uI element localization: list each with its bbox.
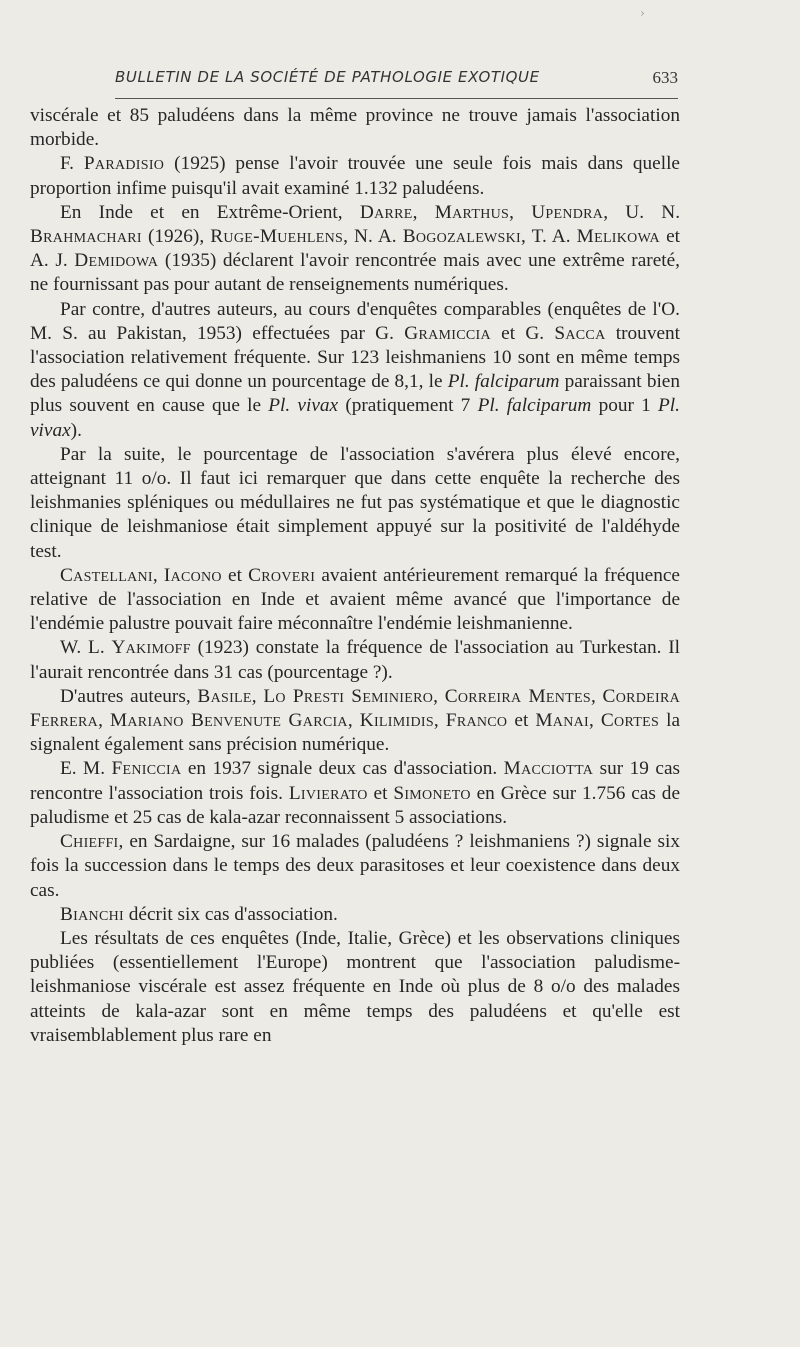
text-run: décrit six cas d'association. <box>123 903 338 925</box>
author-name: Bianchi <box>60 903 124 925</box>
author-name: Basile <box>197 685 252 707</box>
author-name: Yakimoff <box>111 637 191 659</box>
text-run: (1926), <box>141 226 211 248</box>
author-name: Franco <box>445 710 508 732</box>
paragraph-continuation <box>30 104 680 152</box>
author-name: Bogozalewski <box>402 226 522 248</box>
author-name: Mariano Benvenute Garcia <box>109 710 348 732</box>
author-name: Brahmachari <box>30 226 142 248</box>
text-run: (1925) pense l'avoir trouvée une seule fois mais dans quelle proportion infime puisqu'il avait examiné 1.132 paludéens. <box>30 153 680 199</box>
paragraph <box>30 152 680 200</box>
author-name: Upendra <box>531 201 604 223</box>
author-name: Demidowa <box>74 250 159 272</box>
author-name: Castellani <box>60 564 153 586</box>
paragraph-text: Les résultats de ces enquêtes (Inde, Italie, Grèce) et les observations cliniques publiées (essentiellement l'Europe) montrent que l'association paludisme-leishmaniose viscérale est assez fréquente en Inde où plus de 8 o/o des malades atteints de kala-azar sont en même temps des paludéens et qu'elle est vraisemblablement plus rare en <box>30 927 680 1046</box>
author-name: Croveri <box>248 564 316 586</box>
paper-speck: › <box>640 6 645 20</box>
paragraph <box>30 685 680 758</box>
text-run: , <box>433 685 445 707</box>
text-run: en Grèce sur 1.756 cas de paludisme et 25 cas de kala-azar reconnaissent 5 associations. <box>30 782 680 828</box>
text-run: et <box>367 782 394 804</box>
author-name: Correira Mentes <box>444 685 591 707</box>
text-run: sur 19 cas rencontre l'association trois fois. <box>30 758 681 804</box>
paragraph <box>30 201 680 298</box>
text-run: , <box>590 685 603 707</box>
paragraph <box>30 927 680 1048</box>
author-name: Marthus <box>434 201 510 223</box>
text-run: , T. A. <box>521 226 577 248</box>
paragraph-text: viscérale et 85 paludéens dans la même province ne trouve jamais l'association morbide. <box>30 105 680 151</box>
paragraph <box>30 636 680 684</box>
text-run: F. <box>60 153 84 175</box>
species-name: Pl. falciparum <box>477 395 592 417</box>
text-run: , <box>433 710 446 732</box>
author-name: Melikowa <box>576 226 660 248</box>
text-run: en 1937 signale deux cas d'association. <box>181 758 504 780</box>
text-run: et <box>221 564 249 586</box>
text-run: , N. A. <box>343 226 403 248</box>
text-run: , <box>589 710 601 732</box>
paragraph <box>30 443 680 564</box>
text-run: , <box>347 710 360 732</box>
text-run: , <box>509 201 532 223</box>
species-name: Pl. vivax <box>30 395 680 441</box>
author-name: Cortes <box>600 710 660 732</box>
text-run: Par contre, d'autres auteurs, au cours d'enquêtes comparables (enquêtes de l'O. M. S. au Pakistan, 1953) effectuées par G. <box>30 298 680 344</box>
author-name: Paradisio <box>83 153 165 175</box>
text-run: , <box>251 685 264 707</box>
text-run: D'autres auteurs, <box>60 685 198 707</box>
text-run: et A. J. <box>30 226 680 272</box>
header-rule <box>115 98 678 99</box>
text-run: trouvent l'association relativement fréquente. Sur 123 leishmaniens 10 sont en même temps des paludéens ce qui donne un pourcentage de 8,1, le <box>30 322 681 393</box>
text-run: ). <box>70 419 82 441</box>
author-name: Feniccia <box>111 758 182 780</box>
journal-title: BULLETIN DE LA SOCIÉTÉ DE PATHOLOGIE EXOTIQUE <box>115 68 540 86</box>
text-run: (pratiquement 7 <box>338 395 478 417</box>
text-run: W. L. <box>60 637 112 659</box>
text-run: paraissant bien plus souvent en cause que le <box>30 371 681 417</box>
paragraph <box>30 757 680 830</box>
text-run: et <box>507 710 536 732</box>
paragraph <box>30 298 680 443</box>
text-run: (1923) constate la fréquence de l'association au Turkestan. Il l'aurait rencontrée dans 31 cas (pourcentage ?). <box>30 637 680 683</box>
author-name: Ruge-Muehlens <box>210 226 344 248</box>
body-text <box>30 104 680 1048</box>
author-name: Lo Presti Seminiero <box>263 685 434 707</box>
author-name: Sacca <box>554 322 606 344</box>
text-run: la signalent également sans précision numérique. <box>30 710 681 756</box>
text-run: et G. <box>490 322 555 344</box>
author-name: Simoneto <box>393 782 471 804</box>
paragraph <box>30 564 680 637</box>
text-run: E. M. <box>60 758 112 780</box>
species-name: Pl. vivax <box>268 395 339 417</box>
author-name: Kilimidis <box>359 710 434 732</box>
text-run: , U. N. <box>603 201 681 223</box>
text-run: , <box>98 710 110 732</box>
author-name: Darre <box>359 201 413 223</box>
text-run: pour 1 <box>591 395 659 417</box>
text-run: , <box>152 564 164 586</box>
author-name: Livierato <box>288 782 368 804</box>
text-run: , en Sardaigne, sur 16 malades (paludéens ? leishmaniens ?) signale six fois la succession dans le temps des deux parasitoses et leur coexistence dans deux cas. <box>30 831 680 901</box>
author-name: Cordeira Ferrera <box>30 685 681 732</box>
text-run: (1935) déclarent l'avoir rencontrée mais avec une extrême rareté, ne fournissant pas pour autant de renseignements numériques. <box>30 250 680 296</box>
text-run: En Inde et en Extrême-Orient, <box>60 201 360 223</box>
text-run: , <box>412 201 435 223</box>
author-name: Iacono <box>163 564 222 586</box>
species-name: Pl. falciparum <box>447 371 560 393</box>
page-number: 633 <box>652 68 678 87</box>
author-name: Manai <box>535 710 589 732</box>
author-name: Gramiccia <box>404 322 491 344</box>
text-run: avaient antérieurement remarqué la fréquence relative de l'association en Inde et avaient même avancé que l'importance de l'endémie palustre pouvait faire méconnaître l'endémie leishmanienne. <box>30 564 680 635</box>
author-name: Chieffi <box>60 831 119 853</box>
paragraph <box>30 903 680 927</box>
running-header <box>115 62 678 90</box>
author-name: Macciotta <box>503 758 594 780</box>
paragraph-text: Par la suite, le pourcentage de l'association s'avérera plus élevé encore, atteignant 11 o/o. Il faut ici remarquer que dans cette enquête la recherche des leishmanies spléniques ou médullaires ne fut pas systématique et que le diagnostic clinique de leishmaniose était simplement appuyé sur la positivité de l'aldéhyde test. <box>30 443 680 562</box>
paragraph <box>30 830 680 903</box>
